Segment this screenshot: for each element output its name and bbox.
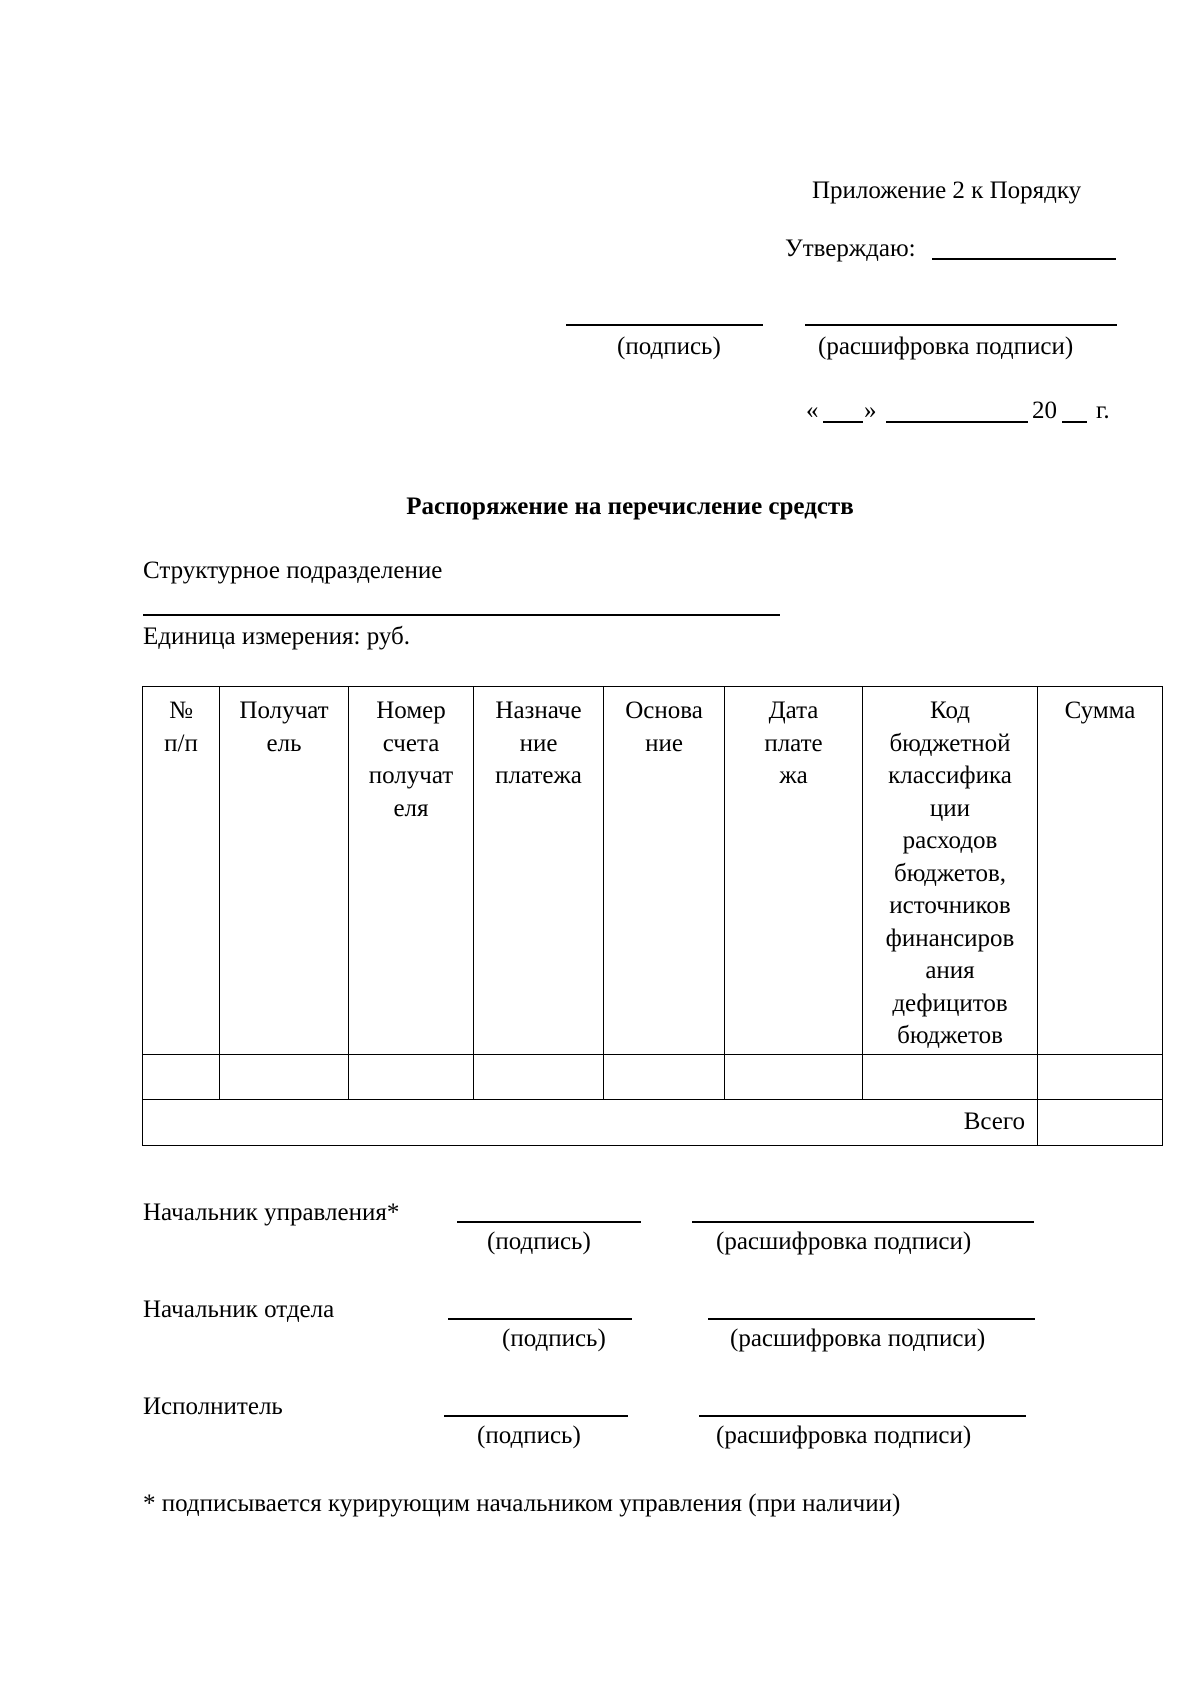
table-cell[interactable]	[725, 1055, 863, 1100]
table-cell[interactable]	[143, 1055, 220, 1100]
col-header-amount: Сумма	[1038, 687, 1163, 1055]
col-header-account: Номер счета получат еля	[349, 687, 474, 1055]
col-header-budget-code: Код бюджетной классифика ции расходов бюджетов, источников финансиров ания дефицитов бюджетов	[863, 687, 1038, 1055]
signature-line[interactable]	[448, 1318, 632, 1320]
date-close-quote: »	[864, 397, 877, 424]
col-header-purpose: Назначе ние платежа	[474, 687, 604, 1055]
table-cell[interactable]	[220, 1055, 349, 1100]
table-row	[143, 1055, 1163, 1100]
document-title: Распоряжение на перечисление средств	[406, 493, 854, 520]
decode-caption: (расшифровка подписи)	[716, 1228, 972, 1255]
footnote: * подписывается курирующим начальником управления (при наличии)	[143, 1490, 901, 1517]
measure-label: Единица измерения: руб.	[143, 623, 411, 650]
signer-role-head-of-department: Начальник управления*	[143, 1199, 400, 1226]
date-year-line[interactable]	[1062, 421, 1087, 423]
col-header-date: Дата плате жа	[725, 687, 863, 1055]
approver-signature-caption: (подпись)	[617, 333, 721, 360]
signature-line[interactable]	[457, 1221, 641, 1223]
table-header-row	[143, 687, 1163, 1055]
approver-signature-line[interactable]	[566, 324, 763, 326]
decode-caption: (расшифровка подписи)	[730, 1325, 986, 1352]
decode-line[interactable]	[708, 1318, 1035, 1320]
signature-line[interactable]	[444, 1415, 628, 1417]
date-year-suffix: г.	[1096, 397, 1110, 424]
signature-caption: (подпись)	[487, 1228, 591, 1255]
payment-table	[142, 686, 1163, 1146]
date-open-quote: «	[806, 397, 819, 424]
col-header-recipient: Получат ель	[220, 687, 349, 1055]
signature-caption: (подпись)	[477, 1422, 581, 1449]
approve-label: Утверждаю:	[785, 235, 916, 262]
table-total-row	[143, 1100, 1163, 1146]
signer-role-head-of-division: Начальник отдела	[143, 1296, 335, 1323]
col-header-number: № п/п	[143, 687, 220, 1055]
approve-name-line[interactable]	[932, 258, 1116, 260]
approver-decode-line[interactable]	[805, 324, 1117, 326]
table-cell[interactable]	[1038, 1055, 1163, 1100]
appendix-label: Приложение 2 к Порядку	[812, 177, 1082, 204]
decode-caption: (расшифровка подписи)	[716, 1422, 972, 1449]
col-header-basis: Основа ние	[604, 687, 725, 1055]
date-year-prefix: 20	[1032, 397, 1057, 424]
table-cell[interactable]	[604, 1055, 725, 1100]
decode-line[interactable]	[699, 1415, 1026, 1417]
total-label: Всего	[143, 1100, 1038, 1146]
unit-line[interactable]	[143, 614, 780, 616]
date-month-line[interactable]	[886, 421, 1028, 423]
signature-caption: (подпись)	[502, 1325, 606, 1352]
total-value[interactable]	[1038, 1100, 1163, 1146]
unit-label: Структурное подразделение	[143, 557, 443, 584]
signer-role-executor: Исполнитель	[143, 1393, 283, 1420]
date-day-line[interactable]	[823, 421, 863, 423]
table-cell[interactable]	[863, 1055, 1038, 1100]
decode-line[interactable]	[692, 1221, 1034, 1223]
approver-decode-caption: (расшифровка подписи)	[818, 333, 1074, 360]
table-cell[interactable]	[349, 1055, 474, 1100]
table-cell[interactable]	[474, 1055, 604, 1100]
